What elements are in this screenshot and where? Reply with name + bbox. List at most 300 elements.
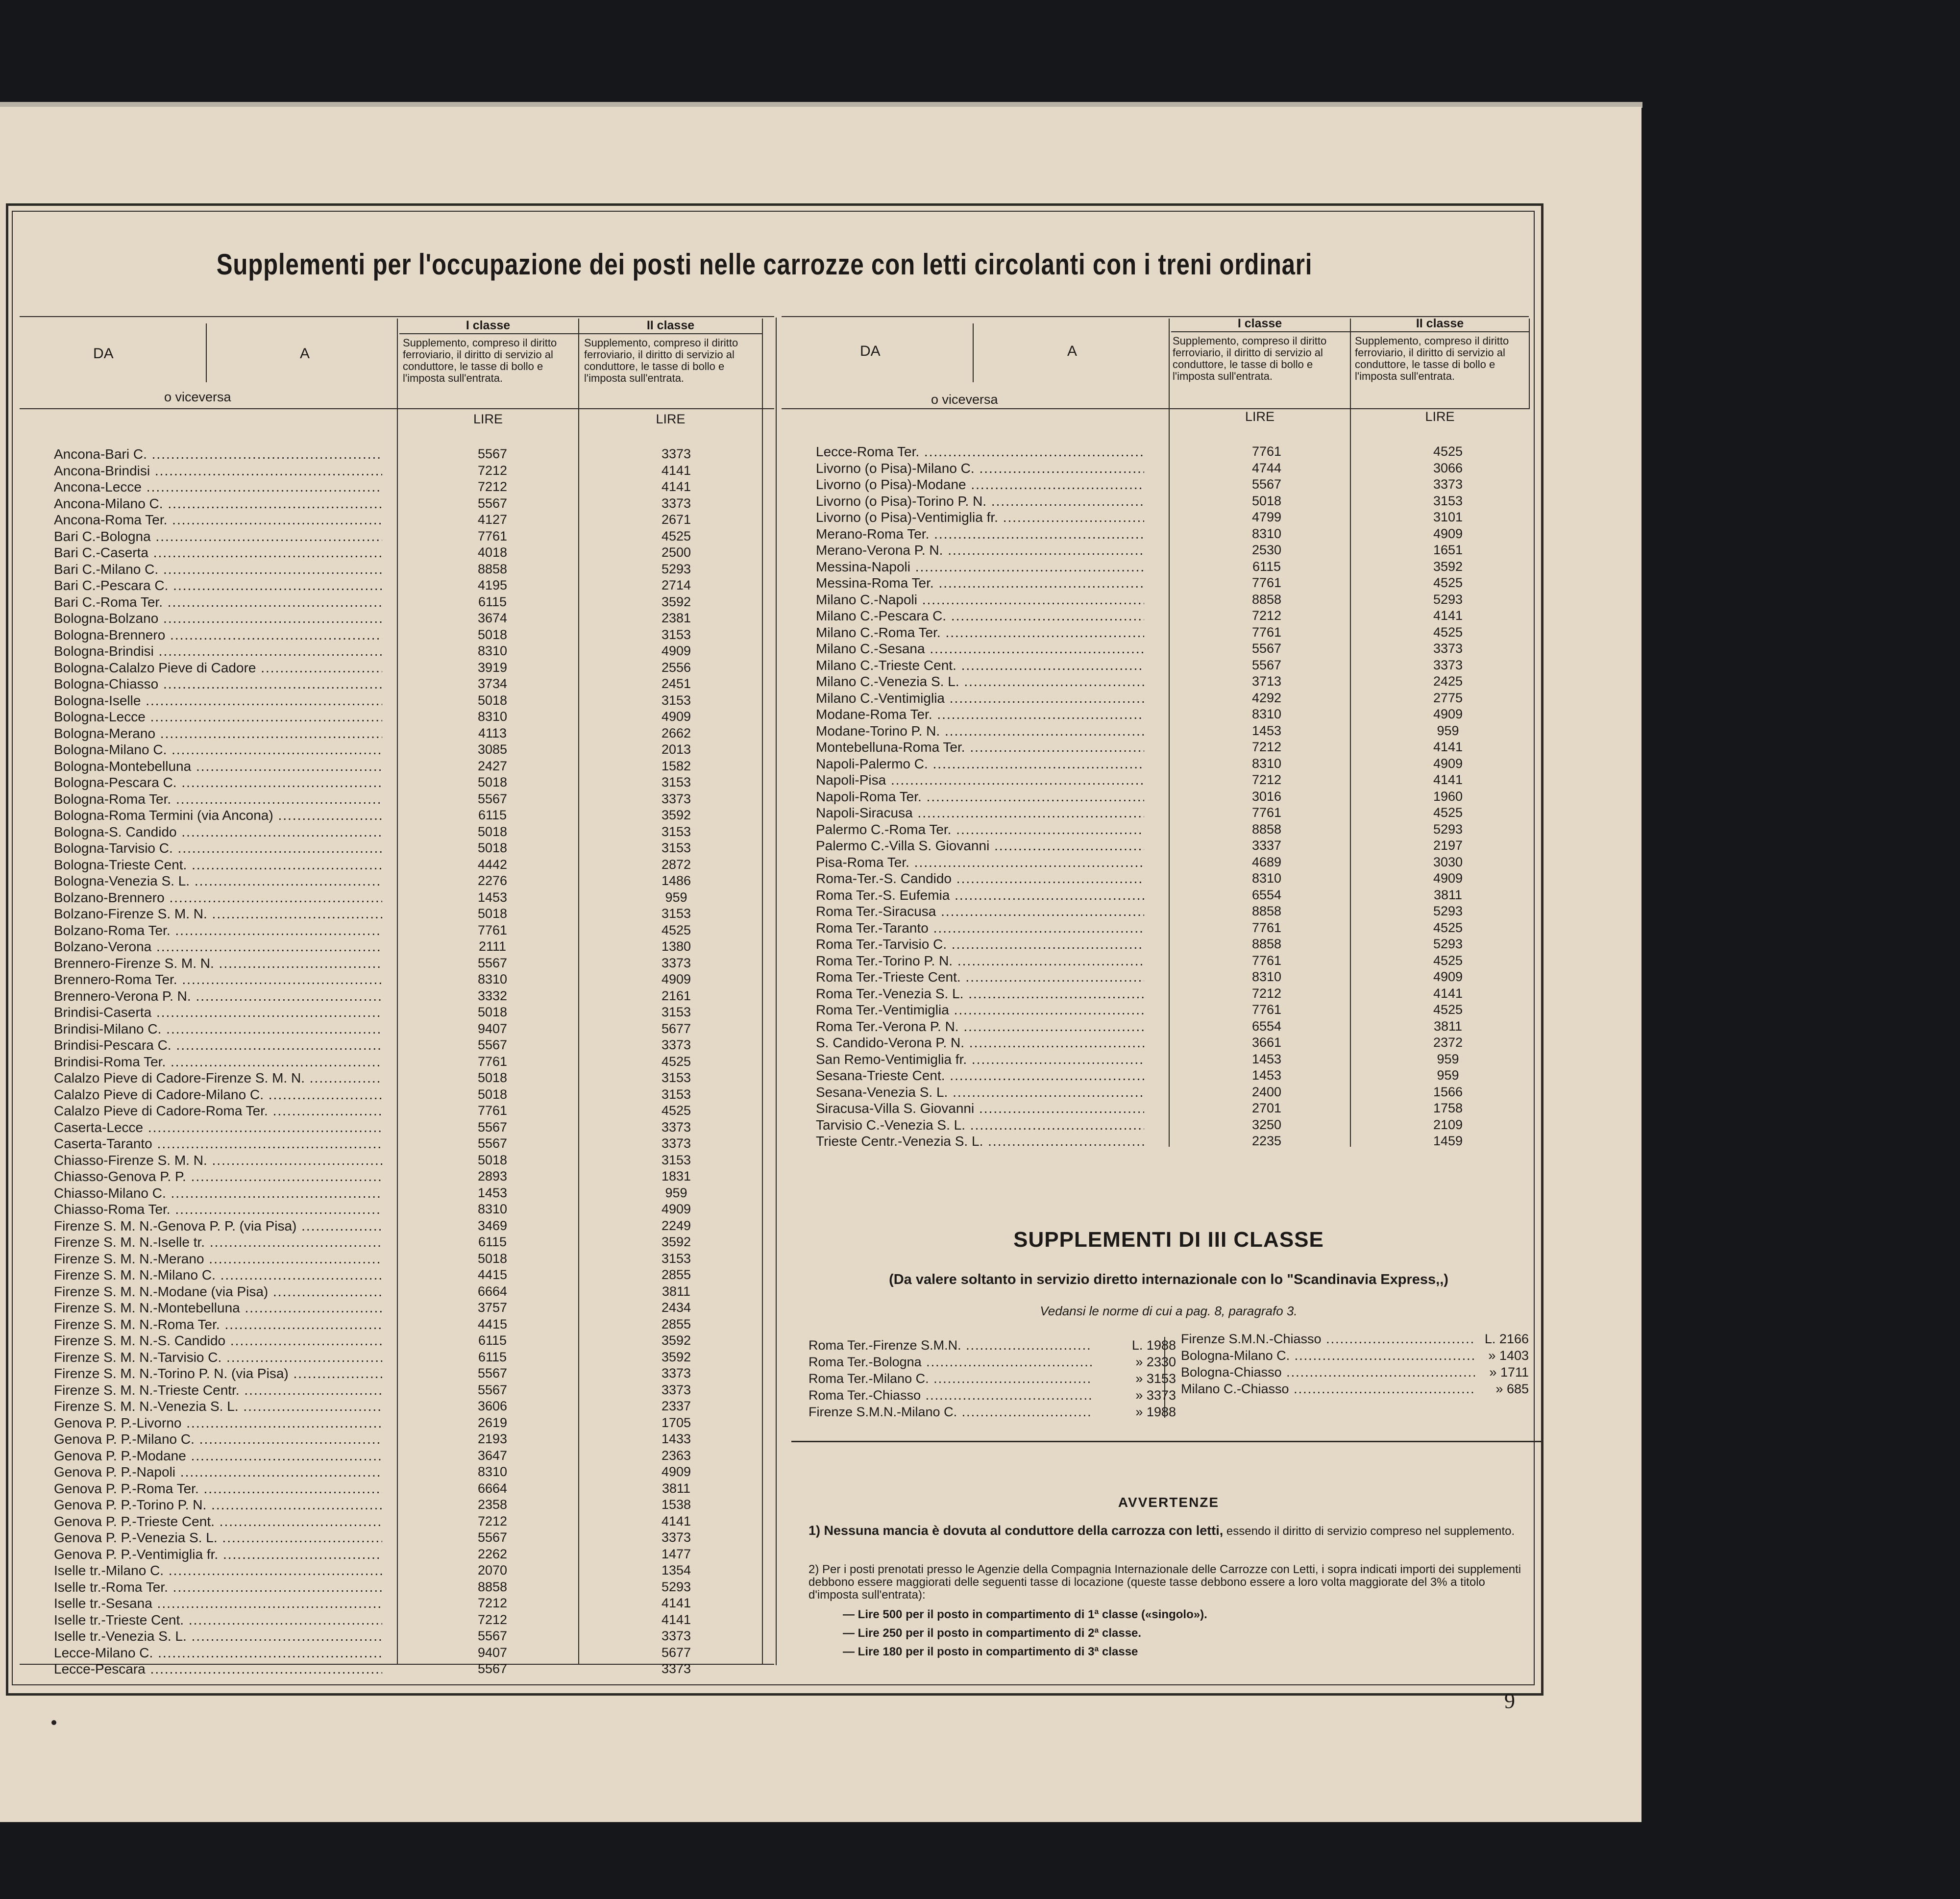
second-class-price: 1651 <box>1433 543 1463 557</box>
first-class-price: 2427 <box>477 758 508 773</box>
left-row <box>54 1037 762 1054</box>
right-col3-border <box>1529 319 1530 409</box>
second-class-price: 959 <box>1437 723 1459 738</box>
route-name: Calalzo Pieve di Cadore-Milano C. ..... <box>54 1086 382 1103</box>
second-class-price: 5293 <box>1433 937 1463 951</box>
lire-label-1-left: LIRE <box>473 412 503 426</box>
first-class-price: 6115 <box>478 1349 507 1364</box>
second-class-price: 1459 <box>1433 1134 1463 1148</box>
third-class-route: Bologna-Milano C. ..... <box>1181 1347 1475 1364</box>
route-name: Brindisi-Caserta ..... <box>54 1004 382 1021</box>
second-class-price: 4141 <box>1433 772 1463 787</box>
second-class-price: 3373 <box>661 1366 691 1381</box>
da-a-separator-right <box>973 323 974 382</box>
route-name: Bolzano-Firenze S. M. N. ..... <box>54 906 382 922</box>
route-name: Brennero-Verona P. N. ..... <box>54 988 382 1005</box>
route-name: San Remo-Ventimiglia fr. ..... <box>816 1051 1144 1068</box>
first-class-price: 3757 <box>477 1300 508 1315</box>
left-row <box>54 1185 762 1202</box>
lire-label-1-right: LIRE <box>1245 409 1275 424</box>
second-class-price: 4909 <box>1433 526 1463 541</box>
left-row <box>54 1283 762 1300</box>
right-row <box>816 870 1529 887</box>
right-row <box>816 805 1529 821</box>
avvertenze-line-1: — Lire 500 per il posto in compartimento di 1ª classe («singolo»). <box>843 1608 1207 1621</box>
second-class-price: 2337 <box>661 1399 691 1413</box>
route-name: S. Candido-Verona P. N. ..... <box>816 1035 1144 1051</box>
route-name: Firenze S. M. N.-Genova P. P. (via Pisa) ..... <box>54 1218 382 1234</box>
right-row <box>816 673 1529 690</box>
right-row <box>816 460 1529 477</box>
first-class-price: 8310 <box>1251 871 1282 886</box>
left-row <box>54 971 762 988</box>
left-row <box>54 1661 762 1677</box>
route-name: Brindisi-Roma Ter. ..... <box>54 1054 382 1070</box>
first-class-price: 7212 <box>1251 986 1282 1001</box>
second-class-price: 3373 <box>661 1530 691 1545</box>
first-class-price: 7761 <box>477 922 508 937</box>
third-class-price: L. 1988 <box>1131 1338 1176 1353</box>
left-class-rule <box>399 333 762 334</box>
second-class-price: 3153 <box>661 627 691 642</box>
first-class-price: 6115 <box>1252 559 1281 574</box>
second-class-price: 3592 <box>661 808 691 822</box>
left-row <box>54 1119 762 1136</box>
second-class-price: 2161 <box>661 988 691 1003</box>
route-name: Firenze S. M. N.-S. Candido ..... <box>54 1332 382 1349</box>
second-class-price: 3373 <box>661 1136 691 1151</box>
right-row <box>816 657 1529 674</box>
second-class-price: 2381 <box>661 611 691 625</box>
route-name: Genova P. P.-Trieste Cent. ..... <box>54 1513 382 1530</box>
first-class-price: 8310 <box>477 709 508 724</box>
route-name: Bologna-Lecce ..... <box>54 709 382 725</box>
first-class-price: 5018 <box>477 1251 508 1266</box>
right-row <box>816 739 1529 756</box>
left-row <box>54 1267 762 1283</box>
second-class-price: 2249 <box>661 1218 691 1233</box>
lire-label-2-left: LIRE <box>656 412 686 426</box>
route-name: Chiasso-Firenze S. M. N. ..... <box>54 1152 382 1169</box>
left-row <box>54 1645 762 1661</box>
route-name: Bari C.-Milano C. ..... <box>54 561 382 578</box>
route-name: Roma Ter.-Torino P. N. ..... <box>816 953 1144 969</box>
route-name: Milano C.-Napoli ..... <box>816 592 1144 608</box>
second-class-price: 4909 <box>661 1464 691 1479</box>
first-class-price: 5018 <box>477 692 508 708</box>
second-class-price: 4141 <box>661 1596 691 1610</box>
left-row <box>54 1497 762 1513</box>
first-class-price: 8858 <box>1251 937 1282 951</box>
second-class-price: 1486 <box>661 873 691 888</box>
second-class-price: 2425 <box>1433 674 1463 689</box>
second-class-price: 1354 <box>661 1563 691 1578</box>
second-class-price: 4909 <box>661 709 691 724</box>
route-name: Firenze S. M. N.-Torino P. N. (via Pisa) ..... <box>54 1365 382 1382</box>
route-name: Milano C.-Roma Ter. ..... <box>816 624 1144 641</box>
first-class-price: 7212 <box>477 463 508 478</box>
route-name: Lecce-Roma Ter. ..... <box>816 444 1144 460</box>
third-class-bottom-rule <box>791 1441 1541 1442</box>
second-class-price: 4525 <box>661 922 691 937</box>
route-name: Firenze S. M. N.-Venezia S. L. ..... <box>54 1398 382 1415</box>
first-class-price: 3734 <box>477 676 508 691</box>
route-name: Bolzano-Roma Ter. ..... <box>54 922 382 939</box>
route-name: Tarvisio C.-Venezia S. L. ..... <box>816 1117 1144 1134</box>
left-row <box>54 676 762 692</box>
first-class-price: 5567 <box>477 1366 508 1381</box>
route-name: Livorno (o Pisa)-Ventimiglia fr. ..... <box>816 509 1144 526</box>
second-class-price: 4909 <box>661 972 691 986</box>
third-class-route: Roma Ter.-Chiasso ..... <box>808 1387 1093 1404</box>
route-name: Caserta-Taranto ..... <box>54 1135 382 1152</box>
left-row <box>54 1086 762 1103</box>
right-row <box>816 559 1529 575</box>
route-name: Bolzano-Brennero ..... <box>54 889 382 906</box>
first-class-price: 7212 <box>1251 608 1282 623</box>
first-class-price: 9407 <box>477 1021 508 1036</box>
first-class-price: 2358 <box>477 1497 508 1512</box>
left-row <box>54 1365 762 1382</box>
second-class-price: 3811 <box>1433 1018 1463 1034</box>
left-row <box>54 544 762 561</box>
left-row <box>54 643 762 660</box>
third-class-row <box>1181 1381 1529 1397</box>
first-class-price: 5018 <box>477 824 508 839</box>
route-name: Bolzano-Verona ..... <box>54 938 382 955</box>
route-name: Genova P. P.-Venezia S. L. ..... <box>54 1529 382 1546</box>
left-row <box>54 1579 762 1596</box>
first-class-price: 2701 <box>1251 1101 1282 1115</box>
left-row <box>54 758 762 775</box>
first-class-price: 4799 <box>1251 510 1282 524</box>
header-da-left: DA <box>93 345 114 362</box>
left-row <box>54 495 762 512</box>
second-class-price: 5677 <box>661 1645 691 1660</box>
third-class-row <box>808 1404 1176 1420</box>
route-name: Bologna-Trieste Cent. ..... <box>54 857 382 873</box>
route-name: Sesana-Venezia S. L. ..... <box>816 1084 1144 1101</box>
second-class-price: 1477 <box>661 1546 691 1561</box>
third-class-price: » 1403 <box>1488 1348 1529 1363</box>
second-class-price: 1831 <box>661 1169 691 1184</box>
second-class-price: 3373 <box>661 1661 691 1676</box>
route-name: Livorno (o Pisa)-Milano C. ..... <box>816 460 1144 477</box>
first-class-price: 6115 <box>478 1234 507 1249</box>
route-name: Bologna-Tarvisio C. ..... <box>54 840 382 857</box>
second-class-price: 4141 <box>1433 986 1463 1001</box>
first-class-price: 1453 <box>477 1185 508 1200</box>
left-row <box>54 479 762 495</box>
first-class-price: 8310 <box>1251 526 1282 541</box>
route-name: Roma Ter.-Trieste Cent. ..... <box>816 969 1144 986</box>
header-a-left: A <box>300 345 310 362</box>
left-row <box>54 873 762 889</box>
first-class-price: 5567 <box>477 1037 508 1052</box>
second-class-price: 2662 <box>661 725 691 740</box>
third-class-price: L. 2166 <box>1484 1332 1529 1346</box>
route-name: Bologna-Bolzano ..... <box>54 610 382 627</box>
first-class-price: 5018 <box>477 840 508 855</box>
second-class-price: 3153 <box>661 1086 691 1102</box>
second-class-price: 1758 <box>1433 1101 1463 1115</box>
route-name: Ancona-Brindisi ..... <box>54 463 382 479</box>
first-class-price: 5018 <box>477 627 508 642</box>
right-row <box>816 936 1529 953</box>
third-class-route: Roma Ter.-Milano C. ..... <box>808 1370 1093 1387</box>
second-class-price: 3373 <box>661 1628 691 1643</box>
left-row <box>54 1464 762 1480</box>
route-name: Firenze S. M. N.-Roma Ter. ..... <box>54 1316 382 1333</box>
first-class-price: 3919 <box>477 660 508 675</box>
second-class-price: 3153 <box>661 1152 691 1167</box>
left-row <box>54 774 762 791</box>
second-class-price: 4525 <box>1433 1002 1463 1017</box>
right-row <box>816 1002 1529 1018</box>
second-class-price: 2855 <box>661 1267 691 1282</box>
second-class-price: 3373 <box>661 446 691 461</box>
route-name: Calalzo Pieve di Cadore-Firenze S. M. N. ..... <box>54 1070 382 1086</box>
route-name: Milano C.-Pescara C. ..... <box>816 608 1144 624</box>
right-row <box>816 854 1529 871</box>
third-class-row <box>808 1337 1176 1354</box>
second-class-price: 3153 <box>661 840 691 855</box>
second-class-price: 5293 <box>1433 904 1463 918</box>
second-class-price: 959 <box>1437 1051 1459 1066</box>
left-row <box>54 446 762 463</box>
right-row <box>816 608 1529 624</box>
first-class-price: 7761 <box>1251 624 1282 640</box>
left-row <box>54 988 762 1005</box>
route-name: Bari C.-Bologna ..... <box>54 528 382 545</box>
route-name: Milano C.-Ventimiglia ..... <box>816 690 1144 707</box>
third-class-route: Roma Ter.-Firenze S.M.N. ..... <box>808 1337 1093 1354</box>
first-class-price: 5567 <box>477 1382 508 1397</box>
right-row <box>816 1133 1529 1150</box>
left-row <box>54 1135 762 1152</box>
second-class-price: 2855 <box>661 1316 691 1332</box>
route-name: Bari C.-Caserta ..... <box>54 544 382 561</box>
second-class-price: 4141 <box>1433 740 1463 754</box>
second-class-price: 1380 <box>661 939 691 954</box>
second-class-price: 3373 <box>1433 657 1463 672</box>
left-row <box>54 1431 762 1448</box>
third-class-price: » 3153 <box>1135 1371 1176 1386</box>
first-class-price: 5567 <box>477 1628 508 1643</box>
page-number: 9 <box>1504 1689 1515 1713</box>
second-class-price: 4909 <box>661 643 691 658</box>
route-name: Roma Ter.-S. Eufemia ..... <box>816 887 1144 904</box>
right-row <box>816 789 1529 805</box>
left-row <box>54 692 762 709</box>
left-row <box>54 1168 762 1185</box>
third-class-row <box>1181 1347 1529 1364</box>
third-class-price: » 2330 <box>1135 1355 1176 1369</box>
first-class-price: 2893 <box>477 1169 508 1184</box>
second-class-price: 3373 <box>661 1382 691 1397</box>
route-name: Livorno (o Pisa)-Torino P. N. ..... <box>816 493 1144 510</box>
third-class-route: Roma Ter.-Bologna ..... <box>808 1354 1093 1370</box>
second-class-price: 2372 <box>1433 1035 1463 1050</box>
left-row <box>54 1628 762 1645</box>
right-row <box>816 756 1529 772</box>
right-row <box>816 838 1529 854</box>
second-class-price: 3030 <box>1433 854 1463 869</box>
left-row <box>54 955 762 972</box>
route-name: Bari C.-Roma Ter. ..... <box>54 594 382 611</box>
route-name: Iselle tr.-Venezia S. L. ..... <box>54 1628 382 1645</box>
route-name: Napoli-Siracusa ..... <box>816 805 1144 821</box>
route-name: Napoli-Palermo C. ..... <box>816 756 1144 772</box>
route-name: Milano C.-Venezia S. L. ..... <box>816 673 1144 690</box>
route-name: Bologna-Brindisi ..... <box>54 643 382 660</box>
third-class-subtitle: (Da valere soltanto in servizio diretto internazionale con lo "Scandinavia Express,,) <box>889 1272 1448 1287</box>
second-class-price: 4141 <box>1433 608 1463 623</box>
first-class-price: 3647 <box>477 1448 508 1463</box>
route-name: Genova P. P.-Milano C. ..... <box>54 1431 382 1448</box>
route-name: Roma Ter.-Taranto ..... <box>816 920 1144 937</box>
right-row <box>816 1084 1529 1101</box>
left-row <box>54 1529 762 1546</box>
first-class-price: 8310 <box>477 643 508 658</box>
second-class-price: 4141 <box>661 479 691 494</box>
first-class-price: 7212 <box>477 1596 508 1610</box>
right-row <box>816 953 1529 969</box>
second-class-price: 4525 <box>1433 805 1463 820</box>
left-row <box>54 1234 762 1251</box>
second-class-price: 1566 <box>1433 1084 1463 1099</box>
center-divider <box>776 318 777 1665</box>
first-class-price: 8310 <box>1251 969 1282 984</box>
avvertenze-item-1-rest: essendo il diritto di servizio compreso nel supplemento. <box>1226 1525 1515 1538</box>
first-class-price: 4113 <box>478 725 507 740</box>
first-class-price: 5567 <box>1251 657 1282 672</box>
header-classe2-left: II classe <box>646 319 695 332</box>
route-name: Roma-Ter.-S. Candido ..... <box>816 870 1144 887</box>
second-class-price: 4909 <box>1433 969 1463 984</box>
right-row <box>816 772 1529 789</box>
second-class-price: 3373 <box>661 1037 691 1052</box>
first-class-price: 7761 <box>1251 1002 1282 1017</box>
second-class-price: 3066 <box>1433 460 1463 475</box>
left-row <box>54 725 762 742</box>
route-name: Milano C.-Trieste Cent. ..... <box>816 657 1144 674</box>
left-row <box>54 1021 762 1037</box>
header-da-right: DA <box>860 343 881 359</box>
route-name: Firenze S. M. N.-Modane (via Pisa) ..... <box>54 1283 382 1300</box>
first-class-price: 7212 <box>477 479 508 494</box>
first-class-price: 5567 <box>477 955 508 970</box>
second-class-price: 4525 <box>1433 624 1463 640</box>
second-class-price: 1433 <box>661 1431 691 1446</box>
right-row <box>816 526 1529 543</box>
header-classe2-right: II classe <box>1416 317 1464 330</box>
route-name: Siracusa-Villa S. Giovanni ..... <box>816 1100 1144 1117</box>
second-class-price: 3373 <box>1433 641 1463 656</box>
route-name: Napoli-Pisa ..... <box>816 772 1144 789</box>
route-name: Firenze S. M. N.-Trieste Centr. ..... <box>54 1382 382 1399</box>
left-row <box>54 1546 762 1563</box>
route-name: Modane-Torino P. N. ..... <box>816 723 1144 740</box>
right-row <box>816 493 1529 510</box>
route-name: Bologna-Roma Ter. ..... <box>54 791 382 808</box>
route-name: Bologna-S. Candido ..... <box>54 824 382 840</box>
first-class-price: 4689 <box>1251 854 1282 869</box>
second-class-price: 1538 <box>661 1497 691 1512</box>
second-class-price: 3811 <box>1433 887 1463 902</box>
route-name: Genova P. P.-Modane ..... <box>54 1448 382 1464</box>
first-class-price: 2276 <box>477 873 508 888</box>
supplement-desc-1-left: Supplemento, compreso il diritto ferroviario, il diritto di servizio al conduttore, le tasse di bollo e l'imposta sull'entrata. <box>403 337 557 384</box>
left-row <box>54 1382 762 1399</box>
right-class-rule <box>1171 331 1529 332</box>
route-name: Merano-Verona P. N. ..... <box>816 542 1144 559</box>
first-class-price: 4415 <box>477 1267 508 1282</box>
left-row <box>54 627 762 643</box>
first-class-price: 5567 <box>1251 477 1282 492</box>
left-row <box>54 1300 762 1316</box>
left-row <box>54 610 762 627</box>
route-name: Napoli-Roma Ter. ..... <box>816 789 1144 805</box>
third-class-row <box>808 1387 1176 1404</box>
route-name: Bologna-Chiasso ..... <box>54 676 382 692</box>
right-row <box>816 723 1529 740</box>
third-class-route: Firenze S.M.N.-Chiasso ..... <box>1181 1331 1475 1347</box>
page-title: Supplementi per l'occupazione dei posti nelle carrozze con letti circolanti con i treni ordinari <box>216 248 1313 281</box>
first-class-price: 3606 <box>477 1399 508 1413</box>
route-name: Bologna-Merano ..... <box>54 725 382 742</box>
first-class-price: 7212 <box>477 1513 508 1529</box>
left-row <box>54 577 762 594</box>
first-class-price: 6664 <box>477 1480 508 1496</box>
second-class-price: 2500 <box>661 545 691 560</box>
right-row <box>816 624 1529 641</box>
first-class-price: 2400 <box>1251 1084 1282 1099</box>
right-row <box>816 821 1529 838</box>
right-row <box>816 509 1529 526</box>
header-classe1-left: I classe <box>466 319 511 332</box>
first-class-price: 5018 <box>477 1086 508 1102</box>
first-class-price: 2111 <box>478 939 507 954</box>
third-class-row <box>808 1354 1176 1370</box>
route-name: Trieste Centr.-Venezia S. L. ..... <box>816 1133 1144 1150</box>
first-class-price: 3661 <box>1251 1035 1282 1050</box>
third-class-price: » 1988 <box>1135 1405 1176 1419</box>
second-class-price: 2556 <box>661 660 691 675</box>
lire-label-2-right: LIRE <box>1425 409 1455 424</box>
first-class-price: 7212 <box>1251 772 1282 787</box>
route-name: Calalzo Pieve di Cadore-Roma Ter. ..... <box>54 1103 382 1119</box>
first-class-price: 5018 <box>477 906 508 921</box>
second-class-price: 3373 <box>661 955 691 970</box>
second-class-price: 3373 <box>661 1119 691 1134</box>
left-table <box>54 446 762 1677</box>
left-row <box>54 528 762 545</box>
second-class-price: 3811 <box>662 1283 691 1299</box>
right-row <box>816 1051 1529 1068</box>
route-name: Palermo C.-Roma Ter. ..... <box>816 821 1144 838</box>
second-class-price: 3153 <box>661 775 691 789</box>
left-row <box>54 1251 762 1267</box>
left-row <box>54 463 762 479</box>
right-row <box>816 969 1529 986</box>
route-name: Pisa-Roma Ter. ..... <box>816 854 1144 871</box>
route-name: Roma Ter.-Ventimiglia ..... <box>816 1002 1144 1018</box>
supplement-desc-2-left: Supplemento, compreso il diritto ferroviario, il diritto di servizio al conduttore, le tasse di bollo e l'imposta sull'entrata. <box>584 337 738 384</box>
right-row <box>816 1035 1529 1051</box>
route-name: Ancona-Bari C. ..... <box>54 446 382 463</box>
second-class-price: 4525 <box>1433 575 1463 590</box>
